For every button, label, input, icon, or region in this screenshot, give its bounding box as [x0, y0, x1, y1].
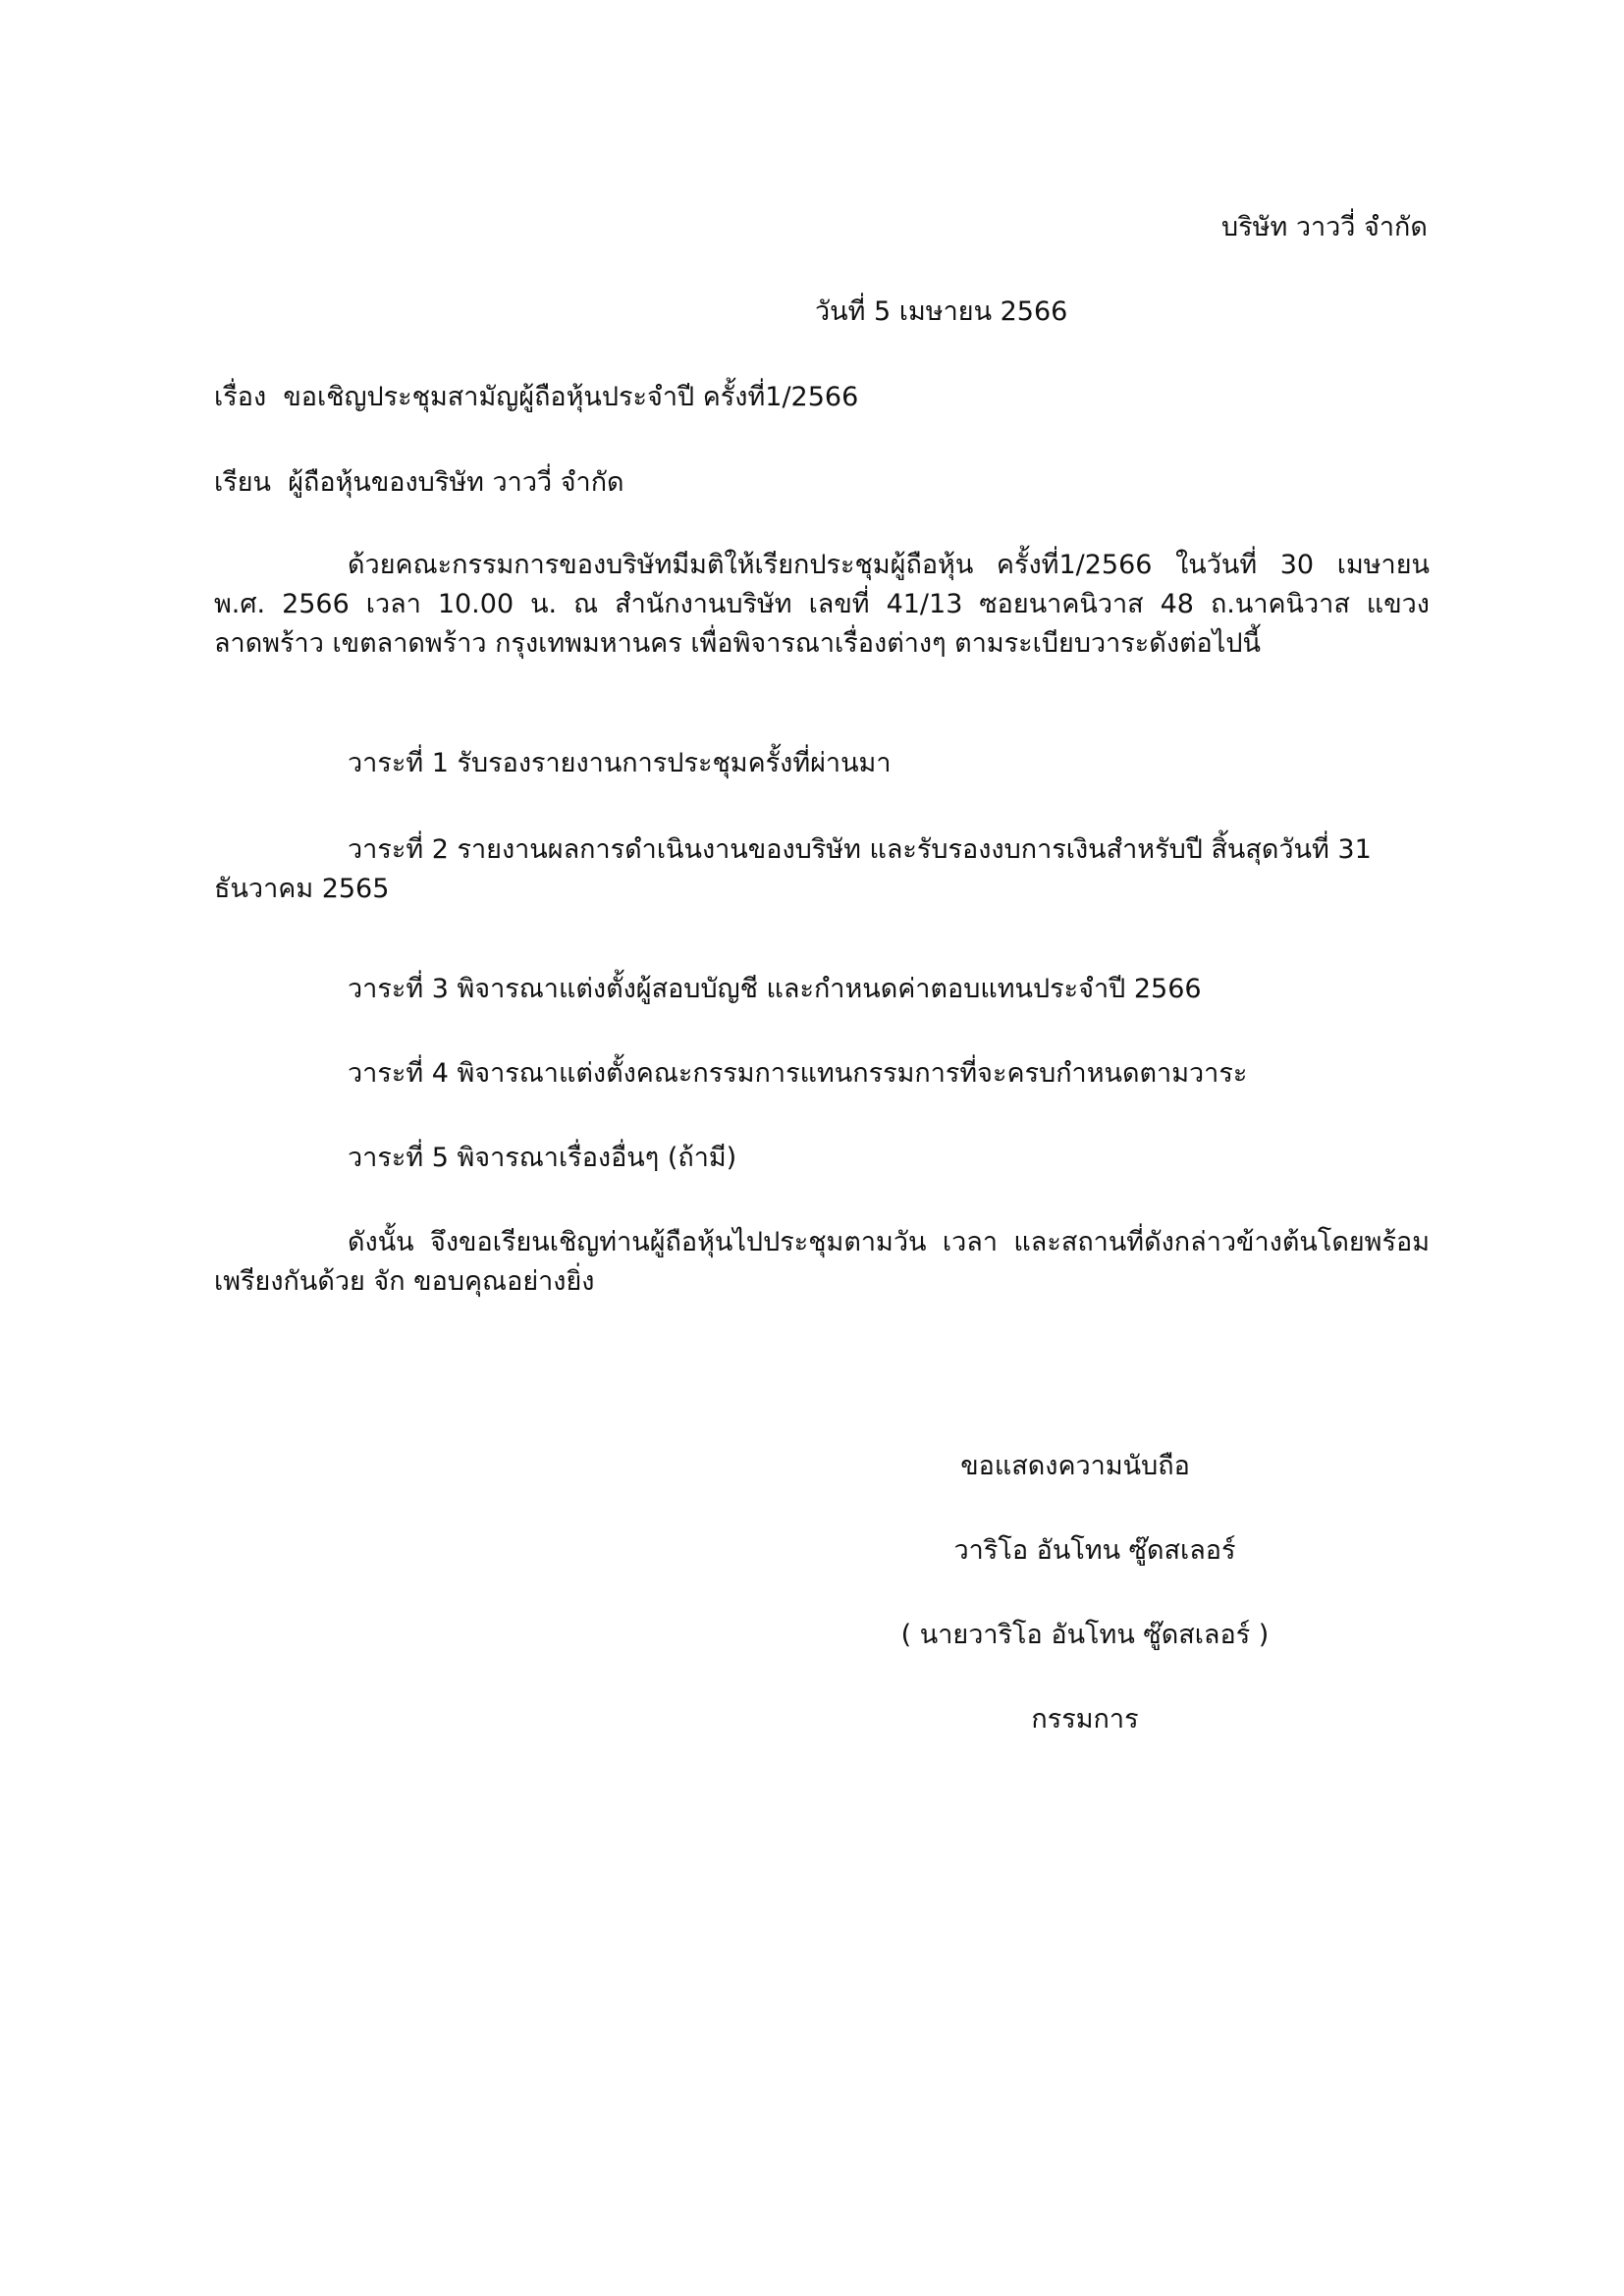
closing-text: ดังนั้น จึงขอเรียนเชิญท่านผู้ถือหุ้นไปประชุมตามวัน เวลา และสถานที่ดังกล่าวข้างต้นโดยพร้อมเพรียงกันด้วย จัก ขอบคุณอย่างยิ่ง — [214, 1227, 1430, 1297]
intro-paragraph — [214, 546, 1430, 664]
agenda-item: วาระที่ 3 พิจารณาแต่งตั้งผู้สอบบัญชี และกำหนดค่าตอบแทนประจำปี 2566 — [348, 974, 1202, 1004]
subject-text: ขอเชิญประชุมสามัญผู้ถือหุ้นประจำปี ครั้งที่1/2566 — [283, 382, 859, 412]
signer-position: กรรมการ — [1031, 1704, 1139, 1735]
complimentary-close: ขอแสดงความนับถือ — [960, 1451, 1190, 1481]
agenda-item — [214, 830, 1430, 909]
agenda-item: วาระที่ 4 พิจารณาแต่งตั้งคณะกรรมการแทนกรรมการที่จะครบกำหนดตามวาระ — [348, 1058, 1248, 1089]
subject-label: เรื่อง — [214, 382, 267, 412]
signature: วาริโอ อันโทน ซู๊ดสเลอร์ — [953, 1535, 1236, 1566]
subject-line — [214, 378, 858, 417]
recipient-label: เรียน — [214, 467, 272, 498]
agenda-item: วาระที่ 5 พิจารณาเรื่องอื่นๆ (ถ้ามี) — [348, 1143, 737, 1173]
recipient-line — [214, 463, 624, 503]
intro-text: ด้วยคณะกรรมการของบริษัทมีมติให้เรียกประชุมผู้ถือหุ้น ครั้งที่1/2566 ในวันที่ 30 เมษายน พ.ศ. 2566 เวลา 10.00 น. ณ สำนักงานบริษัท เลขที่ 41/13 ซอยนาคนิวาส 48 ถ.นาคนิวาส แขวงลาดพร้าว เขตลาดพร้าว กรุงเทพมหานคร เพื่อพิจารณาเรื่องต่างๆ ตามระเบียบวาระดังต่อไปนี้ — [214, 550, 1430, 659]
closing-paragraph — [214, 1223, 1430, 1302]
letter-date: วันที่ 5 เมษายน 2566 — [815, 296, 1068, 327]
agenda-item: วาระที่ 1 รับรองรายงานการประชุมครั้งที่ผ่านมา — [348, 748, 892, 778]
recipient-text: ผู้ถือหุ้นของบริษัท วาววี่ จำกัด — [288, 467, 624, 498]
agenda-item-text: วาระที่ 2 รายงานผลการดำเนินงานของบริษัท และรับรองงบการเงินสำหรับปี สิ้นสุดวันที่ 31 ธันวาคม 2565 — [214, 834, 1372, 904]
company-header: บริษัท วาววี่ จำกัด — [1221, 212, 1428, 242]
printed-name: ( นายวาริโอ อันโทน ซู๊ดสเลอร์ ) — [900, 1620, 1270, 1650]
